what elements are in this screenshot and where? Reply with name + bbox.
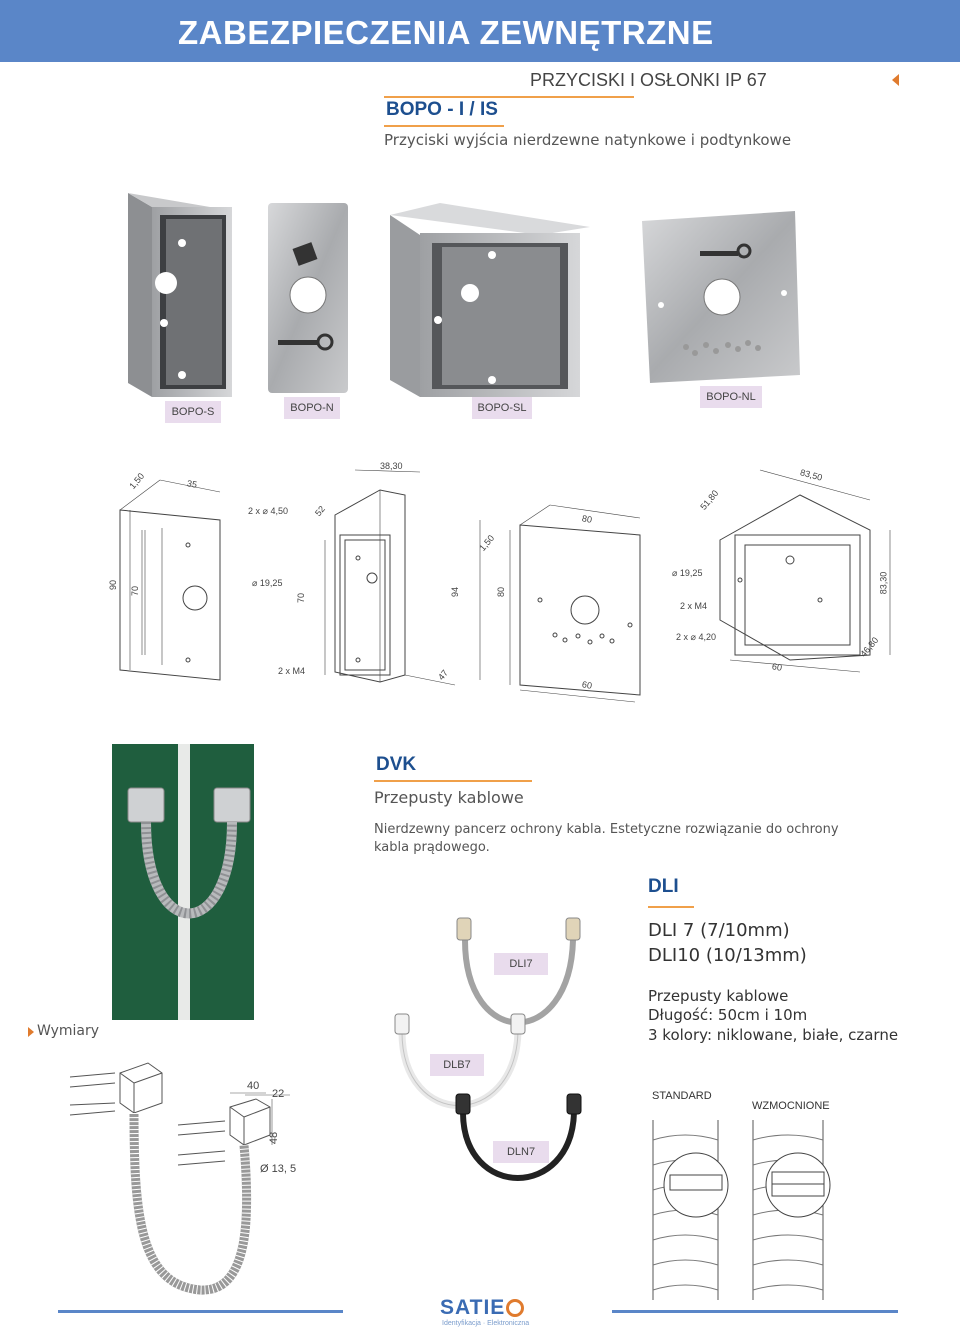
dim-label: 22	[272, 1088, 285, 1100]
category-title: PRZYCISKI I OSŁONKI IP 67	[530, 70, 767, 90]
dim-label: Ø 13, 5	[260, 1163, 297, 1175]
dim-label: 51,80	[698, 488, 721, 512]
logo-mark-icon	[506, 1299, 524, 1317]
bopo-nl-photo	[642, 211, 800, 383]
footer-tagline: Identyfikacja · Elektroniczna	[442, 1320, 530, 1327]
dim-label: 48	[268, 1131, 281, 1145]
orange-underline	[648, 906, 694, 908]
footer-rule-right	[612, 1310, 898, 1313]
bopo-s-photo	[128, 193, 232, 397]
bopo-n-photo	[268, 203, 348, 393]
dvk-description: Nierdzewny pancerz ochrony kabla. Estetyczne rozwiązanie do ochrony	[374, 822, 839, 837]
footer-logo: SATIE	[440, 1296, 506, 1319]
label-bopo-n: BOPO-N	[284, 397, 340, 419]
orange-divider	[384, 96, 634, 98]
bopo-sl-photo	[390, 203, 590, 397]
dim-label: 60	[771, 661, 783, 673]
dim-label: 70	[130, 585, 141, 597]
reinforced-label: WZMOCNIONE	[752, 1100, 830, 1112]
dim-label: ⌀ 19,25	[252, 578, 283, 588]
dim-label: 47	[435, 667, 451, 683]
dim-label: 2 x ⌀ 4,50	[248, 506, 288, 516]
label-bopo-sl: BOPO-SL	[472, 397, 532, 419]
dim-label: 90	[108, 579, 119, 591]
dim-label: 83,50	[799, 467, 824, 483]
orange-underline	[384, 125, 504, 127]
bopo-description: Przyciski wyjścia nierdzewne natynkowe i podtynkowe	[384, 131, 792, 149]
dim-label: 1,50	[127, 471, 147, 491]
conduit-cross-sections	[648, 1120, 848, 1300]
dim-label: 40	[247, 1080, 260, 1092]
model-title-dli: DLI	[648, 876, 679, 897]
dli-line: DLI10 (10/13mm)	[648, 945, 807, 966]
dim-label: 2 x ⌀ 4,20	[676, 632, 716, 642]
dim-label: 94	[450, 586, 461, 598]
back-arrow-icon[interactable]	[892, 74, 899, 86]
dli-line: Przepusty kablowe	[648, 987, 789, 1005]
standard-label: STANDARD	[652, 1090, 712, 1102]
dim-label: 35	[186, 478, 198, 490]
label-dlb7: DLB7	[430, 1054, 484, 1076]
label-bopo-nl: BOPO-NL	[700, 386, 762, 408]
footer-rule-left	[58, 1310, 343, 1313]
dim-label: ⌀ 19,25	[672, 568, 703, 578]
dim-label: 80	[581, 513, 593, 525]
expand-arrow-icon[interactable]	[28, 1027, 34, 1037]
label-bopo-s: BOPO-S	[165, 401, 221, 423]
wymiary-label[interactable]: Wymiary	[37, 1023, 100, 1039]
dvk-photo	[110, 744, 255, 1020]
dim-label: 83,30	[878, 571, 889, 595]
dli-line: 3 kolory: niklowane, białe, czarne	[648, 1026, 899, 1044]
dvk-subtitle: Przepusty kablowe	[374, 788, 524, 807]
dim-label: 2 x M4	[680, 601, 708, 611]
dim-label: 1,50	[477, 533, 497, 553]
dim-label: 70	[296, 592, 307, 604]
page-title: ZABEZPIECZENIA ZEWNĘTRZNE	[178, 14, 714, 51]
dim-label: 38,30	[380, 461, 403, 471]
label-dln7: DLN7	[493, 1141, 549, 1163]
model-title-dvk: DVK	[376, 754, 417, 775]
dvk-description: kabla prądowego.	[374, 840, 490, 855]
model-title-bopo: BOPO - I / IS	[386, 99, 498, 120]
dim-label: 80	[496, 586, 507, 598]
dli-line: DLI 7 (7/10mm)	[648, 920, 790, 941]
dim-label: 2 x M4	[278, 666, 306, 676]
dim-label: 52	[312, 503, 328, 519]
orange-underline	[374, 780, 532, 782]
bopo-product-photos	[120, 185, 840, 405]
dli-line: Długość: 50cm i 10m	[648, 1006, 808, 1024]
dim-label: 46,80	[858, 635, 881, 659]
label-dli7: DLI7	[494, 953, 548, 975]
dim-label: 60	[581, 679, 593, 691]
